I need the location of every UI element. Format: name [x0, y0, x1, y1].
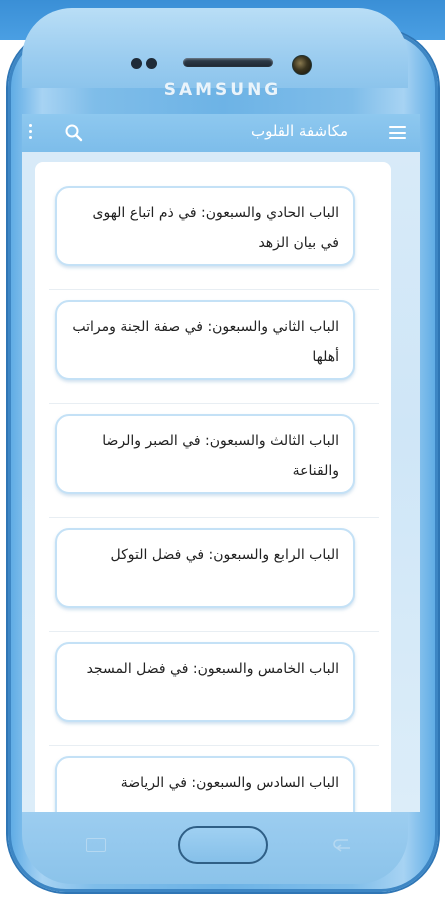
chapter-list: [35, 162, 391, 812]
chapter-card[interactable]: الباب السادس والسبعون: في الرياضة: [55, 756, 355, 812]
chapter-card[interactable]: الباب الخامس والسبعون: في فضل المسجد: [55, 642, 355, 722]
chapter-card[interactable]: الباب الثالث والسبعون: في الصبر والرضا والقناعة: [55, 414, 355, 494]
divider: [49, 517, 379, 518]
sensor-dot: [146, 58, 157, 69]
back-icon[interactable]: [330, 836, 354, 852]
recent-apps-icon[interactable]: [86, 838, 106, 852]
divider: [49, 631, 379, 632]
more-vert-icon[interactable]: [28, 124, 34, 142]
chapter-card[interactable]: الباب الرابع والسبعون: في فضل التوكل: [55, 528, 355, 608]
search-icon[interactable]: [64, 123, 84, 143]
divider: [49, 403, 379, 404]
menu-icon[interactable]: [389, 126, 406, 139]
earpiece-speaker: [183, 58, 273, 67]
home-button[interactable]: [178, 826, 268, 864]
app-screen: [22, 114, 420, 812]
sensor-dot: [131, 58, 142, 69]
chapter-card[interactable]: الباب الثاني والسبعون: في صفة الجنة ومراتب أهلها: [55, 300, 355, 380]
app-title: مكاشفة القلوب: [250, 122, 348, 140]
divider: [49, 289, 379, 290]
app-bar: [22, 114, 420, 152]
divider: [49, 745, 379, 746]
device-brand: SAMSUNG: [163, 80, 282, 100]
chapter-card[interactable]: الباب الحادي والسبعون: في ذم اتباع الهوى في بيان الزهد: [55, 186, 355, 266]
front-camera: [292, 55, 312, 75]
phone-top-bezel: [22, 8, 408, 88]
